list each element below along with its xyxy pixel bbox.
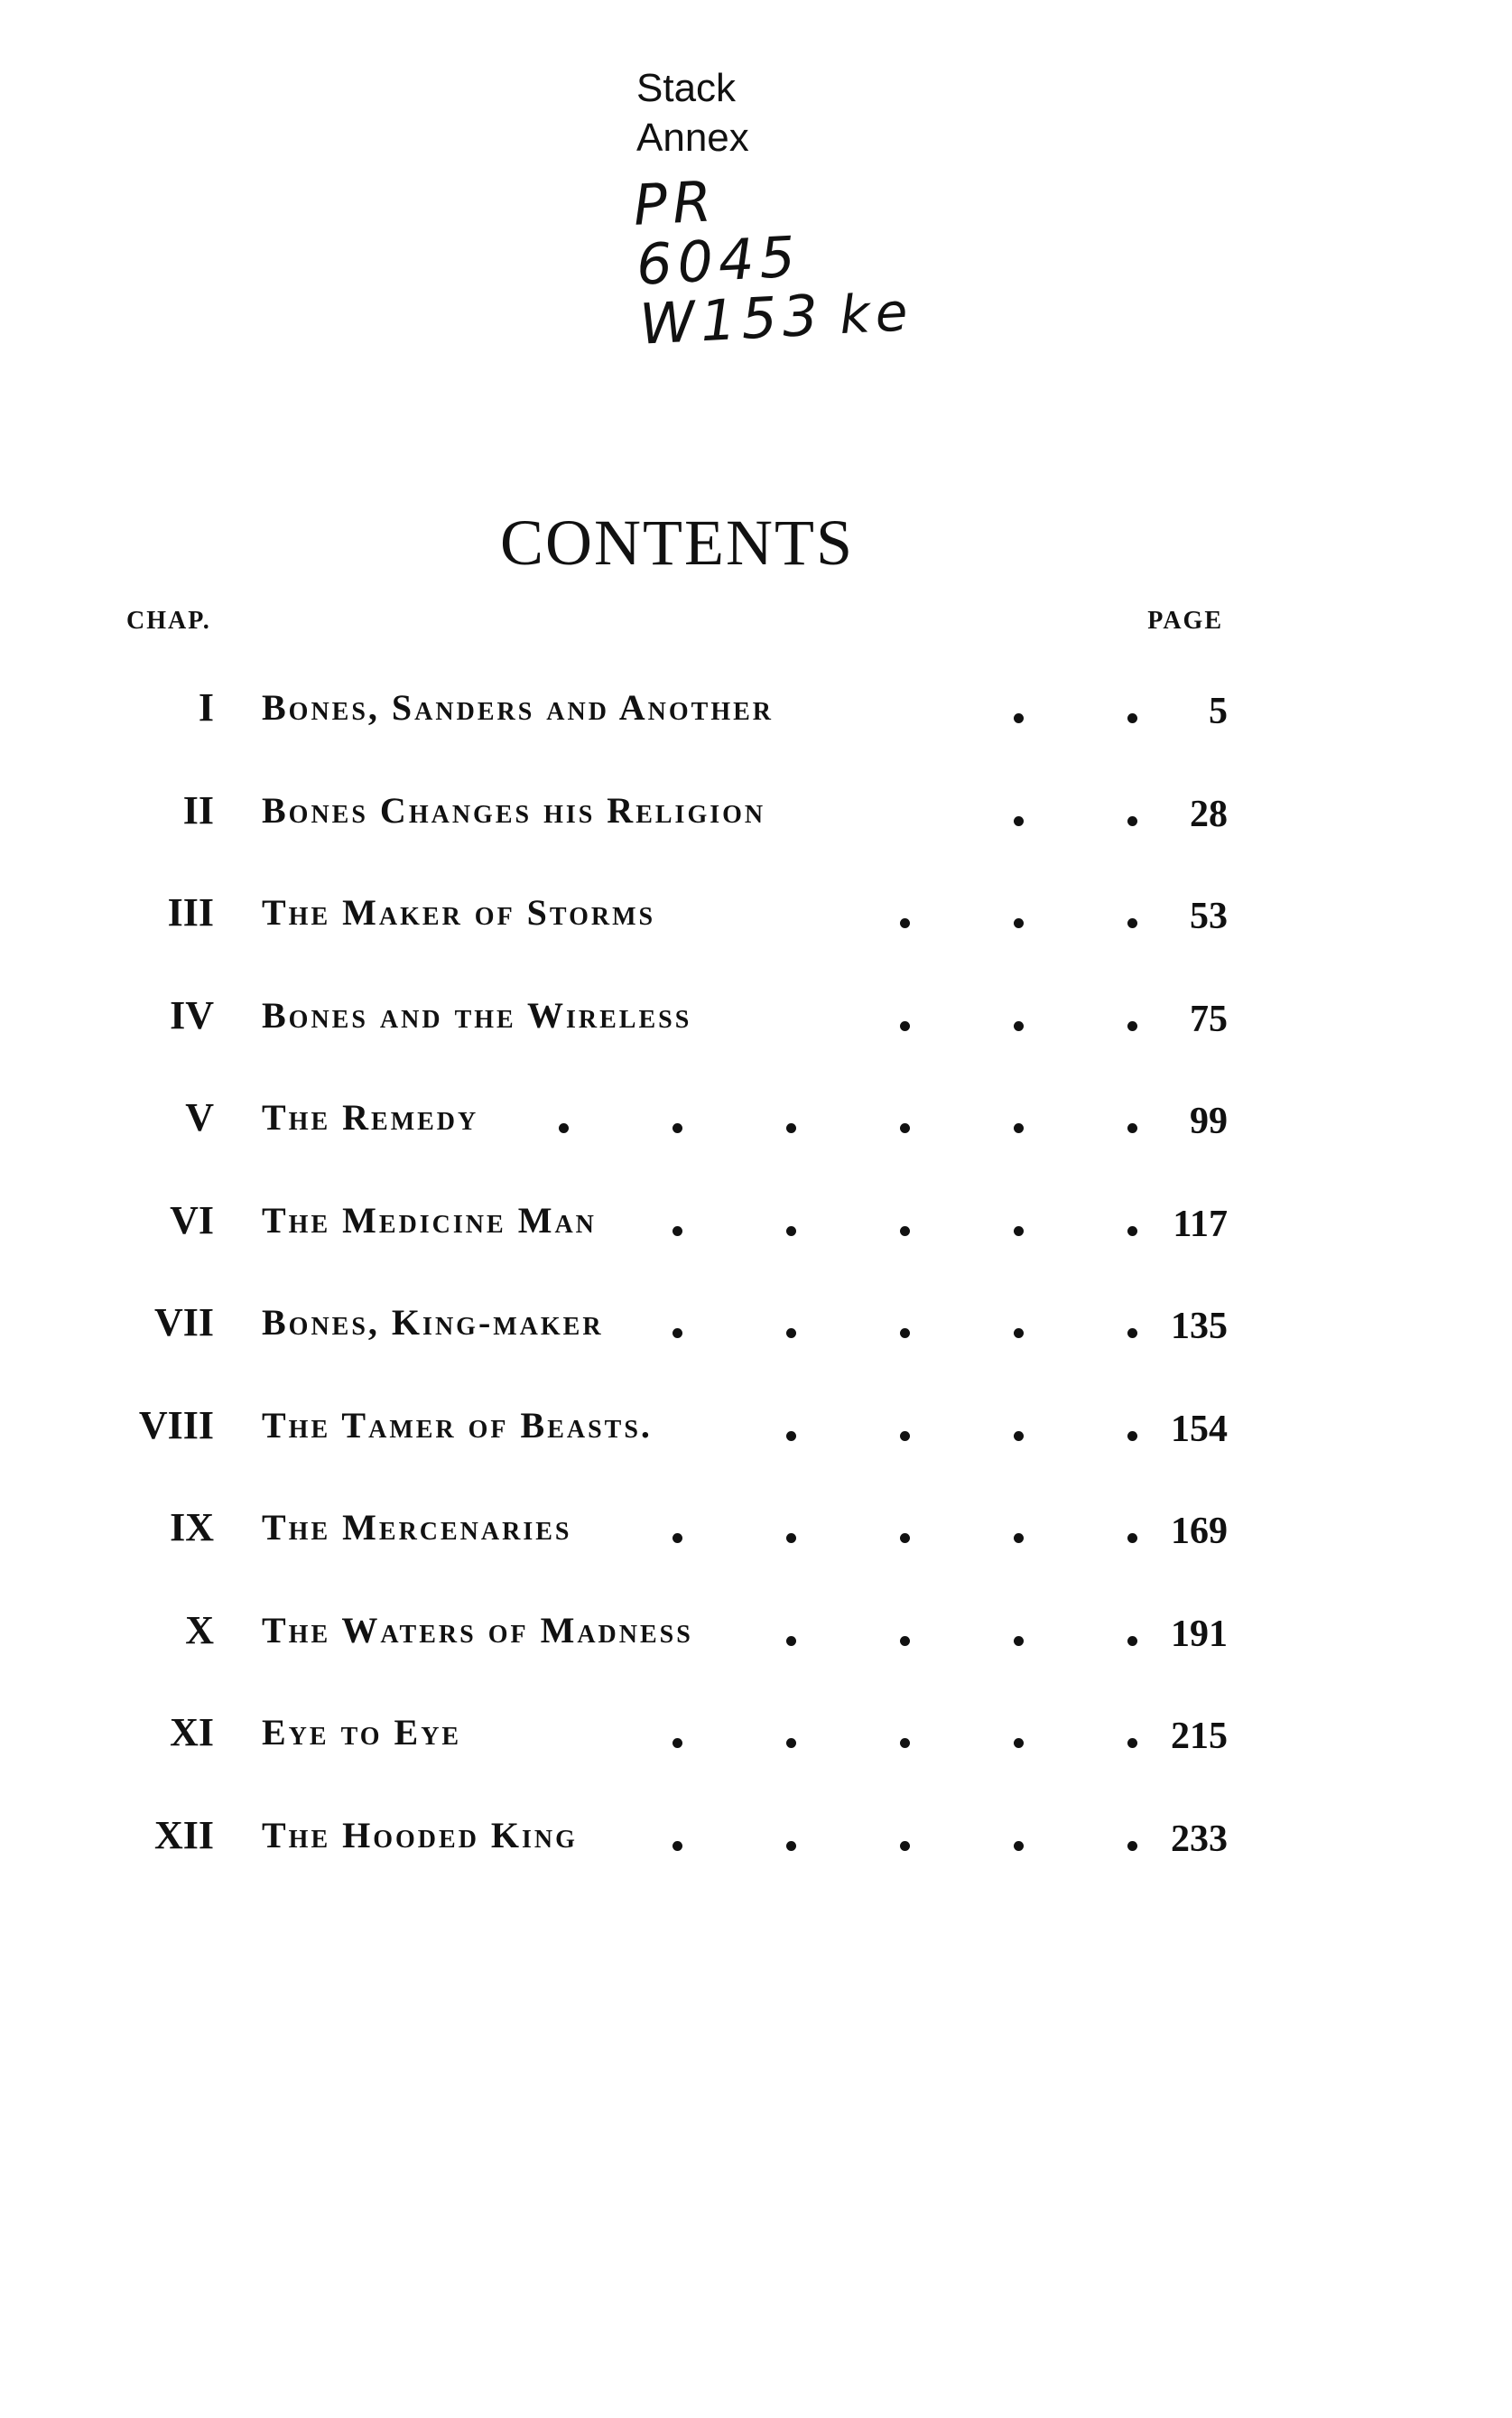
chapter-title: Bones and the Wireless [262, 994, 692, 1036]
chapter-title: Bones, King-maker [262, 1302, 604, 1343]
leader-dot [786, 1841, 796, 1851]
chapter-number: IV [170, 992, 214, 1037]
chapter-title: The Mercenaries [262, 1507, 572, 1548]
toc-entry [0, 882, 1512, 954]
chapter-number: II [182, 787, 214, 832]
chapter-title: Bones Changes his Religion [262, 789, 766, 831]
leader-dots [614, 713, 1137, 724]
leader-dot [1127, 1021, 1137, 1031]
leader-dots [614, 1123, 1137, 1134]
leader-dot [900, 1021, 910, 1031]
leader-dot [673, 1328, 682, 1338]
leader-dot [559, 1123, 569, 1133]
chapter-column-header: CHAP. [126, 607, 211, 635]
leader-dots [614, 1328, 1137, 1339]
leader-dot [786, 1636, 796, 1646]
leader-dot [786, 1738, 796, 1748]
chapter-number: IX [170, 1505, 214, 1549]
leader-dot [673, 1226, 682, 1236]
chapter-number: III [167, 890, 214, 935]
leader-dots [614, 1021, 1137, 1032]
leader-dot [1127, 1636, 1137, 1646]
leader-dots [614, 1431, 1137, 1442]
library-stamp [636, 63, 749, 163]
call-number-line-3 [638, 281, 914, 356]
page-title: CONTENTS [500, 507, 854, 579]
toc-entry [0, 1805, 1512, 1877]
call-number-initials: ke [838, 280, 914, 347]
leader-dot [1127, 1226, 1137, 1236]
call-number-line-2: 6045 [635, 223, 802, 298]
stamp-line-2: Annex [636, 116, 749, 160]
leader-dot [1014, 1431, 1024, 1441]
chapter-title: The Hooded King [262, 1814, 578, 1855]
chapter-number: X [185, 1607, 214, 1652]
leader-dot [900, 1738, 910, 1748]
page-number: 28 [1190, 793, 1228, 835]
leader-dot [1014, 1226, 1024, 1236]
leader-dot [786, 1328, 796, 1338]
leader-dot [900, 1328, 910, 1338]
toc-entry [0, 1600, 1512, 1672]
toc-entry [0, 1087, 1512, 1159]
leader-dot [1127, 1533, 1137, 1543]
page-number: 233 [1171, 1818, 1228, 1860]
page-number: 191 [1171, 1613, 1228, 1655]
toc-entry [0, 1395, 1512, 1467]
page-number: 154 [1171, 1408, 1228, 1450]
leader-dots [614, 1226, 1137, 1237]
leader-dot [786, 1226, 796, 1236]
chapter-number: VIII [138, 1402, 214, 1447]
leader-dot [1127, 1841, 1137, 1851]
leader-dot [1127, 1431, 1137, 1441]
stamp-line-1: Stack [636, 66, 737, 110]
page-number: 135 [1171, 1306, 1228, 1347]
leader-dot [673, 1738, 682, 1748]
leader-dot [673, 1533, 682, 1543]
leader-dots [614, 1738, 1137, 1749]
leader-dot [1127, 713, 1137, 723]
leader-dot [1014, 713, 1024, 723]
leader-dot [1127, 816, 1137, 826]
chapter-number: XII [153, 1812, 214, 1857]
call-number-line-3-text: W153 [637, 282, 825, 358]
table-of-contents [0, 677, 1512, 1896]
chapter-title: The Maker of Storms [262, 892, 656, 933]
handwritten-call-number [632, 162, 914, 356]
leader-dot [1127, 1123, 1137, 1133]
toc-entry [0, 1497, 1512, 1569]
leader-dot [900, 1123, 910, 1133]
toc-entry [0, 1292, 1512, 1364]
leader-dots [614, 816, 1137, 827]
leader-dot [1014, 1636, 1024, 1646]
page-number: 117 [1173, 1203, 1228, 1245]
leader-dot [1014, 1533, 1024, 1543]
leader-dot [786, 1533, 796, 1543]
chapter-title: Bones, Sanders and Another [262, 687, 774, 728]
leader-dot [1014, 816, 1024, 826]
chapter-number: VII [153, 1300, 214, 1344]
leader-dot [1127, 1328, 1137, 1338]
toc-entry [0, 677, 1512, 749]
leader-dot [1014, 1021, 1024, 1031]
leader-dots [614, 1636, 1137, 1647]
leader-dot [900, 1533, 910, 1543]
chapter-number: XI [170, 1710, 214, 1754]
leader-dot [900, 1226, 910, 1236]
leader-dot [1014, 918, 1024, 928]
leader-dot [900, 918, 910, 928]
leader-dot [673, 1123, 682, 1133]
page-number: 215 [1171, 1716, 1228, 1757]
page-number: 75 [1190, 998, 1228, 1040]
toc-entry [0, 780, 1512, 852]
leader-dot [786, 1123, 796, 1133]
leader-dot [1014, 1123, 1024, 1133]
chapter-title: The Tamer of Beasts. [262, 1404, 653, 1446]
leader-dot [673, 1841, 682, 1851]
leader-dot [1014, 1328, 1024, 1338]
page-column-header: PAGE [1147, 607, 1223, 635]
chapter-number: V [185, 1095, 214, 1139]
call-number-line-1: PR [631, 168, 719, 238]
page-number: 99 [1190, 1101, 1228, 1142]
leader-dot [1127, 1738, 1137, 1748]
leader-dot [1014, 1841, 1024, 1851]
chapter-number: I [198, 685, 214, 730]
leader-dot [900, 1431, 910, 1441]
chapter-title: The Remedy [262, 1097, 479, 1138]
leader-dot [1014, 1738, 1024, 1748]
leader-dots [614, 1533, 1137, 1544]
leader-dot [900, 1841, 910, 1851]
leader-dot [1127, 918, 1137, 928]
leader-dots [614, 918, 1137, 929]
page-number: 5 [1209, 691, 1228, 732]
chapter-title: Eye to Eye [262, 1712, 462, 1753]
toc-entry [0, 1702, 1512, 1774]
page-number: 169 [1171, 1511, 1228, 1552]
toc-entry [0, 1190, 1512, 1262]
leader-dots [614, 1841, 1137, 1852]
page-number: 53 [1190, 896, 1228, 937]
leader-dot [900, 1636, 910, 1646]
chapter-title: The Waters of Madness [262, 1609, 693, 1651]
toc-entry [0, 985, 1512, 1057]
chapter-number: VI [170, 1197, 214, 1242]
leader-dot [786, 1431, 796, 1441]
chapter-title: The Medicine Man [262, 1199, 597, 1241]
